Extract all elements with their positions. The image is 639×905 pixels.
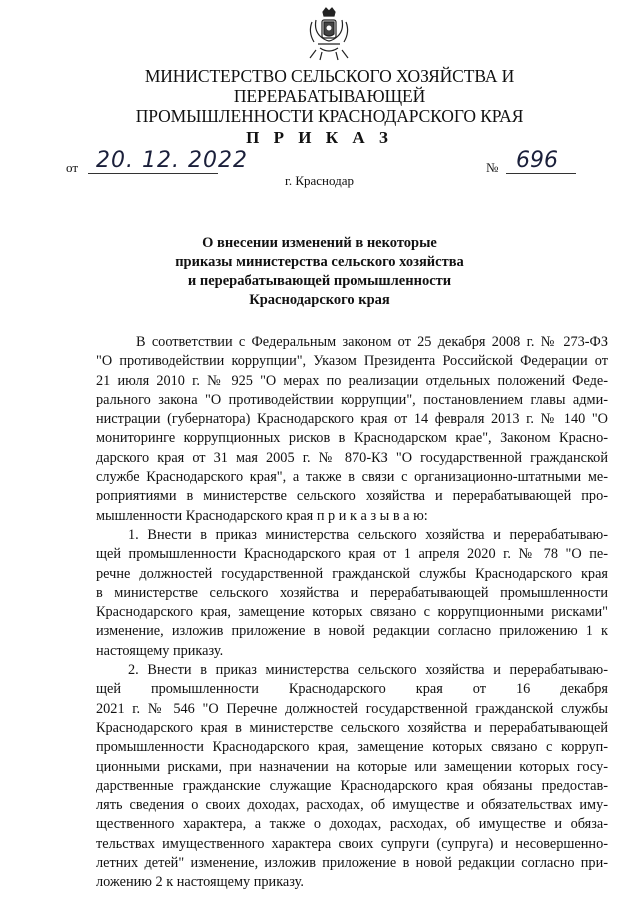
subject-line-1: О внесении изменений в некоторые xyxy=(202,235,437,251)
body-line: дарского края от 31 мая 2005 г. № 870-КЗ "О государственной гражданской xyxy=(96,449,608,466)
body-line: рального закона "О противодействии коррупции", постановлением главы адми- xyxy=(96,391,608,408)
body-line: речне должностей государственной гражданской службы Краснодарского края xyxy=(96,565,608,582)
body-line: летних детей" изменение, изложив приложение в новой редакции согласно при- xyxy=(96,855,608,872)
body-line: 1. Внести в приказ министерства сельского хозяйства и перерабатываю- xyxy=(128,526,608,543)
number-prefix: № xyxy=(486,160,499,175)
city: г. Краснодар xyxy=(284,173,355,188)
ministry-name xyxy=(60,66,599,126)
body-line: дарственные гражданские служащие Краснодарского края обязаны предостав- xyxy=(96,777,608,794)
subject-line-4: Краснодарского края xyxy=(249,292,390,308)
body-line: в министерстве сельского хозяйства и перерабатывающей промышленности xyxy=(96,584,608,601)
subject-line-2: приказы министерства сельского хозяйства xyxy=(175,254,464,270)
body-line: тельствах имущественного характера своих супруги (супруга) и несовершенно- xyxy=(96,835,608,852)
body-line: "О противодействии коррупции", Указом Президента Российской Федерации от xyxy=(96,353,608,370)
body-line: настоящему приказу. xyxy=(96,642,224,659)
body-line: Краснодарского края, замещение которых связано с коррупционными рисками" xyxy=(96,604,608,621)
coat-of-arms-icon xyxy=(306,6,352,62)
paragraph-preamble xyxy=(96,333,608,526)
document-subject xyxy=(120,234,519,310)
body-line: роприятиями в министерстве сельского хозяйства и перерабатывающей про- xyxy=(96,488,608,505)
body-line: 21 июля 2010 г. № 925 "О мерах по реализации отдельных положений Феде- xyxy=(96,372,608,389)
ministry-line-1: МИНИСТЕРСТВО СЕЛЬСКОГО ХОЗЯЙСТВА И ПЕРЕРАБАТЫВАЮЩЕЙ xyxy=(144,66,515,106)
body-line: щей промышленности Краснодарского края от 16 декабря xyxy=(96,681,608,698)
body-line: Краснодарского края в министерстве сельского хозяйства и перерабатывающей xyxy=(96,719,608,736)
body-line: лять сведения о своих доходах, расходах, об имуществе и обязательствах иму- xyxy=(96,797,608,814)
paragraph-item-2 xyxy=(96,661,608,893)
body-line: мониторинге коррупционных рисков в Краснодарском крае", Законом Красно- xyxy=(96,430,608,447)
body-line: щественного характера, а также о доходах, расходах, об имуществе и обяза- xyxy=(96,816,608,833)
handwritten-number: 696 xyxy=(516,148,558,173)
body-line: 2021 г. № 546 "О Перечне должностей государственной гражданской службы xyxy=(96,700,608,717)
body-line: В соответствии с Федеральным законом от 25 декабря 2008 г. № 273-ФЗ xyxy=(136,334,608,350)
subject-line-3: и перерабатывающей промышленности xyxy=(187,273,452,289)
document-type-title: П Р И К А З xyxy=(246,128,393,147)
document-body xyxy=(96,333,608,893)
body-line: нистрации (губернатора) Краснодарского края от 14 февраля 2013 г. № 140 "О xyxy=(96,411,608,428)
date-prefix: от xyxy=(66,160,79,175)
body-line: изменение, изложив приложение в новой редакции согласно приложению 1 к xyxy=(96,623,608,640)
ministry-line-2: ПРОМЫШЛЕННОСТИ КРАСНОДАРСКОГО КРАЯ xyxy=(135,106,524,126)
body-line: службе Краснодарского края", а также в связи с организационно-штатными ме- xyxy=(96,469,608,486)
body-line: промышленности Краснодарского края, замещение которых связано с корруп- xyxy=(96,739,608,756)
paragraph-item-1 xyxy=(96,526,608,661)
body-line: 2. Внести в приказ министерства сельского хозяйства и перерабатываю- xyxy=(128,662,608,679)
handwritten-date: 20. 12. 2022 xyxy=(96,148,248,173)
body-line: ционными рисками, при назначении на которые или замещении которых госу- xyxy=(96,758,608,775)
body-line: мышленности Краснодарского края п р и к а з ы в а ю: xyxy=(96,507,428,524)
body-line: щей промышленности Краснодарского края от 1 апреля 2020 г. № 78 "О пе- xyxy=(96,546,608,563)
body-line: ложению 2 к настоящему приказу. xyxy=(96,874,304,891)
